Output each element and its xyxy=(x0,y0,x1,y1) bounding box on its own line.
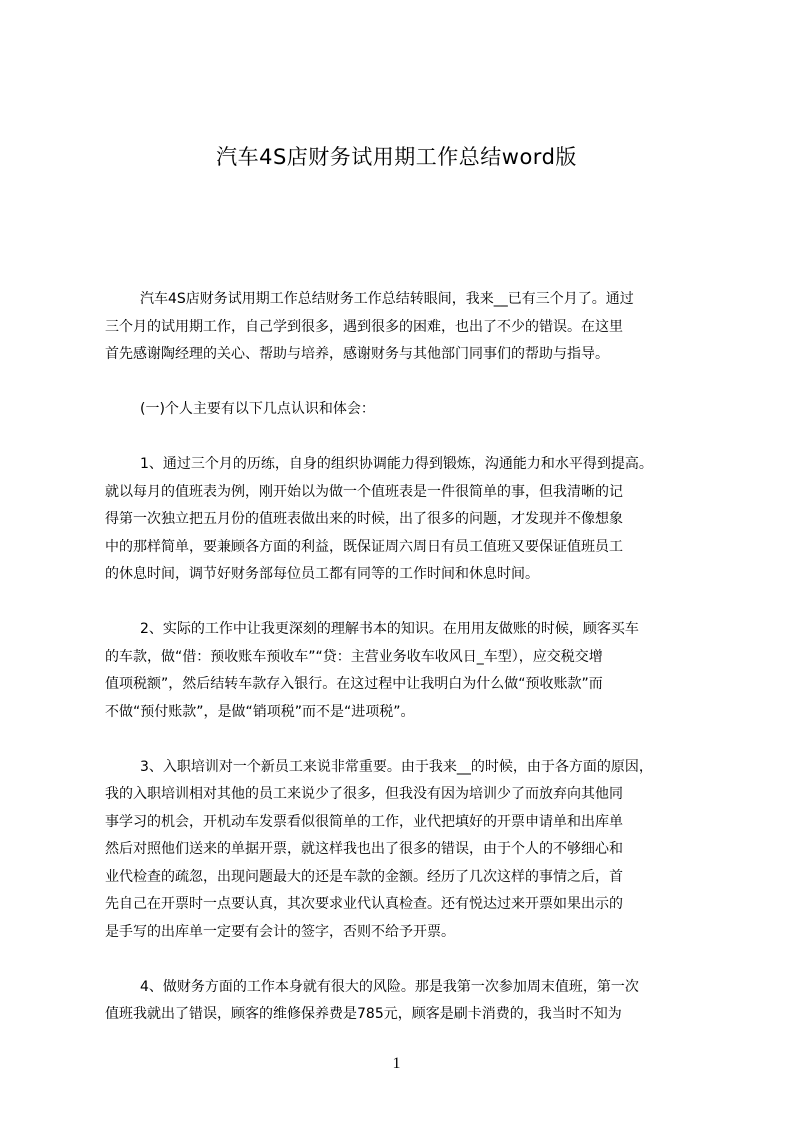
paragraph-6 xyxy=(105,974,725,1029)
text-line: 的休息时间，调节好财务部每位员工都有同等的工作时间和休息时间。 xyxy=(105,566,539,582)
text-line: 中的那样简单，要兼顾各方面的利益，既保证周六周日有员工值班又要保证值班员工 xyxy=(105,538,623,555)
document-title: 汽车4S店财务试用期工作总结word版 xyxy=(216,145,577,169)
text-line: 值班我就出了错误，顾客的维修保养费是785元，顾客是刷卡消费的，我当时不知为 xyxy=(105,1006,622,1022)
page-number: 1 xyxy=(392,1055,401,1072)
text-line: 就以每月的值班表为例，刚开始以为做一个值班表是一件很简单的事，但我清晰的记 xyxy=(105,483,623,500)
text-line: 是手写的出库单一定要有会计的签字，否则不给予开票。 xyxy=(105,923,455,940)
text-line: 先自己在开票时一点要认真，其次要求业代认真检查。还有悦达过来开票如果出示的 xyxy=(105,896,623,912)
text-line: 的车款，做“借：预收账车预收车”“贷：主营业务收车收风日_车型），应交税交增 xyxy=(105,648,603,665)
text-line: 汽车4S店财务试用期工作总结财务工作总结转眼间，我来__已有三个月了。通过 xyxy=(140,291,634,307)
text-line: 值项税额”，然后结转车款存入银行。在这过程中让我明白为什么做“预收账款”而 xyxy=(105,676,603,692)
text-line: 4、做财务方面的工作本身就有很大的风险。那是我第一次参加周末值班，第一次 xyxy=(140,978,639,995)
text-line: 首先感谢陶经理的关心、帮助与培养，感谢财务与其他部门同事们的帮助与指导。 xyxy=(105,346,609,362)
text-line: 2、实际的工作中让我更深刻的理解书本的知识。在用用友做账的时候，顾客买车 xyxy=(140,621,639,637)
text-line: 3、入职培训对一个新员工来说非常重要。由于我来__的时候，由于各方面的原因， xyxy=(140,758,653,775)
paragraph-4 xyxy=(105,616,725,726)
paragraph-2 xyxy=(105,396,725,424)
section-heading: (一)个人主要有以下几点认识和体会： xyxy=(140,401,375,417)
text-line: 业代检查的疏忽，出现问题最大的还是车款的金额。经历了几次这样的事情之后，首 xyxy=(105,868,623,885)
paragraph-5 xyxy=(105,754,725,947)
paragraph-1 xyxy=(105,286,725,369)
text-line: 不做“预付账款”，是做“销项税”而不是“进项税”。 xyxy=(105,703,415,720)
text-line: 事学习的机会，开机动车发票看似很简单的工作，业代把填好的开票申请单和出库单 xyxy=(105,813,623,830)
text-line: 得第一次独立把五月份的值班表做出来的时候，出了很多的问题，才发现并不像想象 xyxy=(105,511,623,527)
text-line: 1、通过三个月的历练，自身的组织协调能力得到锻炼，沟通能力和水平得到提高。 xyxy=(140,456,653,472)
text-line: 我的入职培训相对其他的员工来说少了很多，但我没有因为培训少了而放弃向其他同 xyxy=(105,786,623,802)
text-line: 三个月的试用期工作，自己学到很多，遇到很多的困难，也出了不少的错误。在这里 xyxy=(105,318,623,335)
document-body xyxy=(105,286,725,1056)
text-line: 然后对照他们送来的单据开票，就这样我也出了很多的错误，由于个人的不够细心和 xyxy=(105,841,623,857)
paragraph-3 xyxy=(105,451,725,589)
